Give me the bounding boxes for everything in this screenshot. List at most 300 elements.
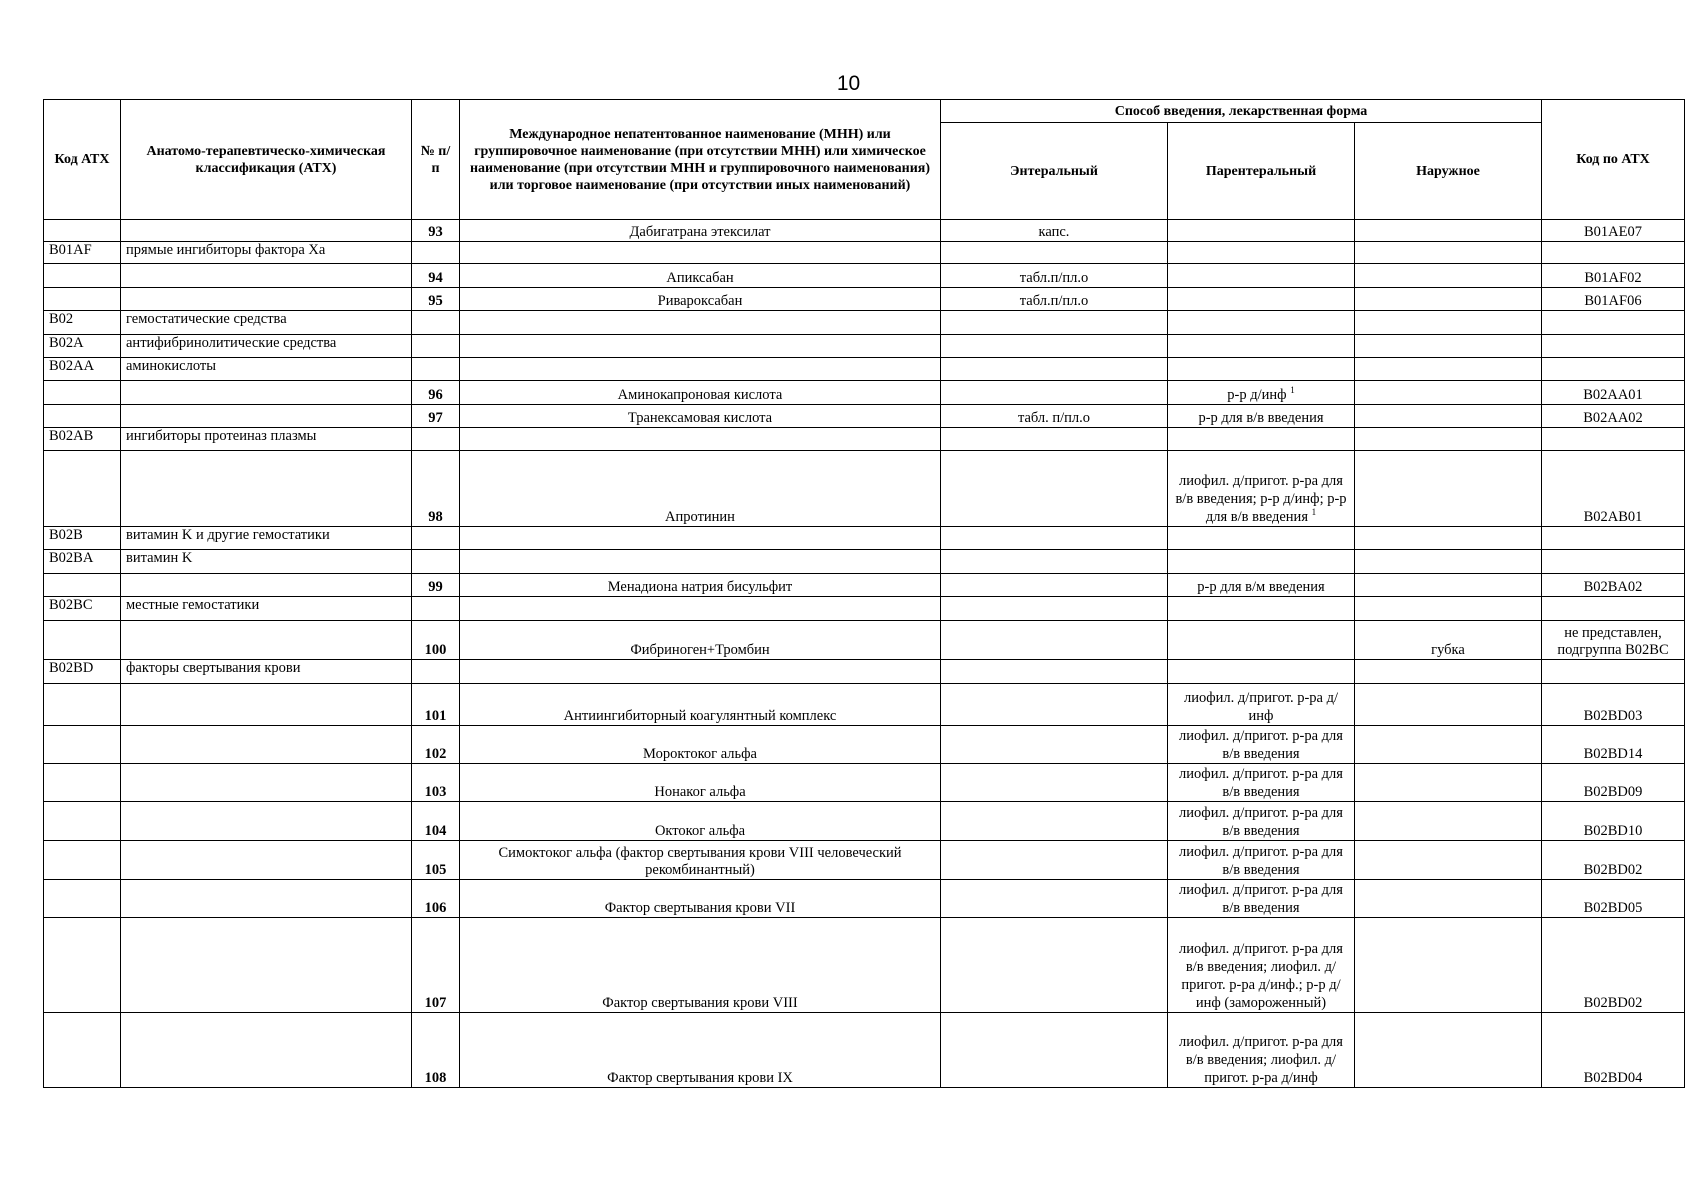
classification-cell	[121, 918, 412, 1013]
table-row	[44, 684, 1685, 726]
number-cell-text: 96	[428, 387, 443, 403]
parenteral-cell-text: лиофил. д/пригот. р-ра для в/в введения	[1179, 844, 1343, 878]
atx-code-by-cell	[1542, 802, 1685, 841]
table-body	[44, 220, 1685, 1088]
header-atx-code: Код АТХ	[44, 100, 121, 220]
drug-name-cell	[460, 597, 941, 621]
number-cell	[412, 880, 460, 918]
atx-code-by-cell-text: B02BD02	[1583, 862, 1643, 878]
drug-name-cell	[460, 428, 941, 451]
number-cell	[412, 335, 460, 358]
atx-code-by-cell	[1542, 311, 1685, 335]
external-cell	[1355, 660, 1542, 684]
parenteral-cell	[1168, 381, 1355, 405]
drug-name-cell-text: Транексамовая кислота	[627, 410, 773, 426]
parenteral-cell	[1168, 527, 1355, 550]
drug-name-cell-text: Фактор свертывания крови IX	[607, 1070, 793, 1086]
enteral-cell	[941, 405, 1168, 428]
classification-cell-text: гемостатические средства	[126, 311, 287, 327]
atx-code-by-cell-text: B02AA01	[1583, 387, 1643, 403]
classification-cell	[121, 841, 412, 880]
atx-code-cell	[44, 597, 121, 621]
parenteral-cell	[1168, 335, 1355, 358]
atx-code-by-cell-text: B01AE07	[1584, 224, 1642, 240]
drug-name-cell	[460, 764, 941, 802]
external-cell	[1355, 264, 1542, 288]
parenteral-cell	[1168, 288, 1355, 311]
number-cell	[412, 726, 460, 764]
atx-code-cell	[44, 381, 121, 405]
enteral-cell	[941, 288, 1168, 311]
header-atx-code-by: Код по АТХ	[1542, 100, 1685, 220]
drug-name-cell-text: Нонаког альфа	[654, 784, 746, 800]
atx-code-cell	[44, 918, 121, 1013]
atx-code-by-cell-text: B02BD02	[1583, 995, 1643, 1011]
drug-name-cell	[460, 335, 941, 358]
classification-cell	[121, 311, 412, 335]
number-cell-text: 104	[424, 823, 447, 839]
number-cell	[412, 451, 460, 527]
external-cell	[1355, 335, 1542, 358]
atx-code-by-cell	[1542, 684, 1685, 726]
atx-code-by-cell	[1542, 621, 1685, 660]
classification-cell	[121, 621, 412, 660]
drug-name-cell	[460, 726, 941, 764]
atx-code-by-cell	[1542, 660, 1685, 684]
number-cell-text: 101	[424, 708, 447, 724]
parenteral-cell	[1168, 802, 1355, 841]
enteral-cell	[941, 841, 1168, 880]
table-row	[44, 381, 1685, 405]
external-cell	[1355, 527, 1542, 550]
atx-code-cell-text: B01AF	[49, 242, 92, 258]
atx-code-by-cell-text: B02BD03	[1583, 708, 1643, 724]
drug-name-cell-text: Фактор свертывания крови VII	[604, 900, 796, 916]
number-cell	[412, 550, 460, 574]
table-row	[44, 764, 1685, 802]
atx-code-cell	[44, 264, 121, 288]
classification-cell	[121, 1013, 412, 1088]
atx-code-by-cell	[1542, 242, 1685, 264]
classification-cell	[121, 381, 412, 405]
parenteral-cell-text: лиофил. д/пригот. р-ра для в/в введения	[1179, 766, 1343, 800]
number-cell	[412, 841, 460, 880]
atx-code-by-cell	[1542, 597, 1685, 621]
number-cell	[412, 527, 460, 550]
number-cell-text: 98	[428, 509, 443, 525]
number-cell	[412, 918, 460, 1013]
external-cell	[1355, 597, 1542, 621]
external-cell	[1355, 405, 1542, 428]
drug-name-cell	[460, 451, 941, 527]
parenteral-cell	[1168, 764, 1355, 802]
atx-code-cell	[44, 220, 121, 242]
table-row	[44, 621, 1685, 660]
atx-code-cell-text: B02BA	[49, 550, 94, 566]
number-cell	[412, 1013, 460, 1088]
atx-code-cell	[44, 311, 121, 335]
classification-cell-text: местные гемостатики	[126, 597, 260, 613]
drug-name-cell	[460, 264, 941, 288]
drug-name-cell	[460, 220, 941, 242]
header-number: № п/п	[412, 100, 460, 220]
number-cell-text: 106	[424, 900, 447, 916]
external-cell	[1355, 1013, 1542, 1088]
drug-name-cell-text: Октоког альфа	[654, 823, 746, 839]
number-cell	[412, 621, 460, 660]
atx-code-by-cell	[1542, 527, 1685, 550]
atx-code-by-cell-text: B02BD10	[1583, 823, 1643, 839]
external-cell	[1355, 220, 1542, 242]
atx-code-cell	[44, 288, 121, 311]
table-row	[44, 405, 1685, 428]
enteral-cell	[941, 660, 1168, 684]
drug-name-cell	[460, 621, 941, 660]
atx-code-cell-text: B02	[49, 311, 74, 327]
classification-cell	[121, 726, 412, 764]
external-cell	[1355, 764, 1542, 802]
enteral-cell	[941, 597, 1168, 621]
atx-code-by-cell-text: B01AF06	[1584, 293, 1642, 309]
classification-cell	[121, 597, 412, 621]
drug-name-cell	[460, 358, 941, 381]
external-cell	[1355, 451, 1542, 527]
footnote-marker: 1	[1311, 507, 1317, 518]
table-row	[44, 726, 1685, 764]
parenteral-cell	[1168, 311, 1355, 335]
atx-code-cell	[44, 358, 121, 381]
atx-code-cell	[44, 1013, 121, 1088]
external-cell	[1355, 880, 1542, 918]
drug-name-cell-text: Аминокапроновая кислота	[617, 387, 783, 403]
number-cell-text: 93	[428, 224, 443, 240]
parenteral-cell	[1168, 621, 1355, 660]
parenteral-cell	[1168, 550, 1355, 574]
enteral-cell	[941, 428, 1168, 451]
atx-code-cell-text: B02BC	[49, 597, 93, 613]
parenteral-cell-text: лиофил. д/пригот. р-ра для в/в введения; р-р д/инф; р-р для в/в введения	[1175, 473, 1347, 525]
drug-name-cell-text: Симоктоког альфа (фактор свертывания крови VIII человеческий рекомбинантный)	[498, 845, 902, 878]
classification-cell	[121, 405, 412, 428]
number-cell-text: 95	[428, 293, 443, 309]
number-cell-text: 94	[428, 270, 443, 286]
number-cell	[412, 405, 460, 428]
header-enteral: Энтеральный	[941, 123, 1168, 220]
header-name: Международное непатентованное наименование (МНН) или группировочное наименование (при отсутствии МНН) или химическое наименование (при отсутствии МНН и группировочного наименования) или торговое наименование (при отсутствии иных наименований)	[460, 100, 941, 220]
enteral-cell-text: табл. п/пл.о	[1017, 410, 1091, 426]
table-row	[44, 335, 1685, 358]
table-row	[44, 550, 1685, 574]
classification-cell	[121, 764, 412, 802]
atx-code-by-cell	[1542, 1013, 1685, 1088]
drug-name-cell	[460, 880, 941, 918]
table-row	[44, 451, 1685, 527]
atx-code-by-cell-text: B02BD05	[1583, 900, 1643, 916]
external-cell	[1355, 574, 1542, 597]
parenteral-cell	[1168, 242, 1355, 264]
classification-cell-text: витамин K	[126, 550, 193, 566]
drug-name-cell-text: Менадиона натрия бисульфит	[607, 579, 793, 595]
parenteral-cell	[1168, 684, 1355, 726]
atx-code-by-cell	[1542, 880, 1685, 918]
atx-code-by-cell-text: B02AB01	[1583, 509, 1643, 525]
number-cell-text: 105	[424, 862, 447, 878]
enteral-cell	[941, 802, 1168, 841]
classification-cell	[121, 660, 412, 684]
parenteral-cell	[1168, 264, 1355, 288]
atx-code-cell	[44, 405, 121, 428]
enteral-cell	[941, 880, 1168, 918]
enteral-cell	[941, 621, 1168, 660]
drug-name-cell	[460, 405, 941, 428]
classification-cell-text: витамин K и другие гемостатики	[126, 527, 330, 543]
enteral-cell	[941, 335, 1168, 358]
drug-name-cell-text: Дабигатрана этексилат	[629, 224, 771, 240]
atx-code-by-cell-text: B02AA02	[1583, 410, 1643, 426]
number-cell	[412, 428, 460, 451]
enteral-cell-text: табл.п/пл.о	[1019, 293, 1089, 309]
number-cell	[412, 381, 460, 405]
number-cell-text: 99	[428, 579, 443, 595]
parenteral-cell-text: р-р для в/м введения	[1197, 579, 1325, 595]
classification-cell	[121, 880, 412, 918]
enteral-cell	[941, 381, 1168, 405]
drug-name-cell	[460, 381, 941, 405]
atx-code-cell	[44, 574, 121, 597]
parenteral-cell-text: лиофил. д/пригот. р-ра для в/в введения	[1179, 882, 1343, 916]
enteral-cell	[941, 311, 1168, 335]
parenteral-cell-text: лиофил. д/пригот. р-ра для в/в введения	[1179, 728, 1343, 762]
drug-name-cell	[460, 288, 941, 311]
parenteral-cell	[1168, 880, 1355, 918]
atx-code-by-cell-text: B02BD04	[1583, 1070, 1643, 1086]
external-cell	[1355, 242, 1542, 264]
parenteral-cell-text: р-р для в/в введения	[1198, 410, 1324, 426]
parenteral-cell	[1168, 574, 1355, 597]
drug-name-cell	[460, 918, 941, 1013]
table-row	[44, 311, 1685, 335]
table-row	[44, 1013, 1685, 1088]
number-cell	[412, 220, 460, 242]
classification-cell	[121, 428, 412, 451]
enteral-cell	[941, 527, 1168, 550]
enteral-cell	[941, 358, 1168, 381]
atx-code-cell-text: B02AB	[49, 428, 94, 444]
number-cell	[412, 660, 460, 684]
parenteral-cell	[1168, 1013, 1355, 1088]
parenteral-cell	[1168, 428, 1355, 451]
parenteral-cell	[1168, 405, 1355, 428]
atx-code-cell	[44, 764, 121, 802]
external-cell	[1355, 726, 1542, 764]
number-cell	[412, 684, 460, 726]
external-cell	[1355, 841, 1542, 880]
number-cell-text: 108	[424, 1070, 447, 1086]
header-external: Наружное	[1355, 123, 1542, 220]
number-cell-text: 107	[424, 995, 447, 1011]
enteral-cell	[941, 264, 1168, 288]
parenteral-cell-text: лиофил. д/пригот. р-ра для в/в введения	[1179, 805, 1343, 839]
classification-cell	[121, 684, 412, 726]
number-cell	[412, 264, 460, 288]
number-cell	[412, 574, 460, 597]
atx-code-by-cell	[1542, 841, 1685, 880]
external-cell	[1355, 802, 1542, 841]
external-cell	[1355, 550, 1542, 574]
classification-cell	[121, 527, 412, 550]
drug-name-cell	[460, 841, 941, 880]
atx-code-by-cell-text: не представлен, подгруппа B02BC	[1557, 625, 1669, 658]
external-cell	[1355, 621, 1542, 660]
classification-cell-text: ингибиторы протеиназ плазмы	[126, 428, 317, 444]
number-cell-text: 103	[424, 784, 447, 800]
atx-code-by-cell	[1542, 764, 1685, 802]
table-row	[44, 428, 1685, 451]
external-cell	[1355, 288, 1542, 311]
atx-code-cell	[44, 684, 121, 726]
enteral-cell	[941, 1013, 1168, 1088]
number-cell	[412, 802, 460, 841]
atx-code-cell	[44, 550, 121, 574]
atx-code-cell	[44, 527, 121, 550]
atx-code-by-cell	[1542, 428, 1685, 451]
parenteral-cell	[1168, 220, 1355, 242]
drug-name-cell	[460, 242, 941, 264]
table-row	[44, 841, 1685, 880]
atx-code-cell	[44, 802, 121, 841]
drug-name-cell-text: Апротинин	[665, 509, 735, 525]
external-cell	[1355, 684, 1542, 726]
atx-code-by-cell	[1542, 726, 1685, 764]
parenteral-cell	[1168, 660, 1355, 684]
table-row	[44, 264, 1685, 288]
classification-cell-text: прямые ингибиторы фактора Xa	[126, 242, 326, 258]
external-cell	[1355, 918, 1542, 1013]
classification-cell-text: аминокислоты	[126, 358, 216, 374]
drug-name-cell	[460, 550, 941, 574]
atx-code-cell	[44, 621, 121, 660]
external-cell	[1355, 358, 1542, 381]
header-classification: Анатомо-терапевтическо-химическая классификация (АТХ)	[121, 100, 412, 220]
header-parenteral: Парентеральный	[1168, 123, 1355, 220]
enteral-cell	[941, 726, 1168, 764]
atx-code-cell-text: B02AA	[49, 358, 95, 374]
parenteral-cell-text: лиофил. д/пригот. р-ра д/инф	[1184, 690, 1338, 724]
table-row	[44, 802, 1685, 841]
drug-name-cell-text: Фактор свертывания крови VIII	[602, 995, 798, 1011]
enteral-cell	[941, 220, 1168, 242]
enteral-cell	[941, 242, 1168, 264]
classification-cell	[121, 550, 412, 574]
atx-code-by-cell-text: B02BD09	[1583, 784, 1643, 800]
drug-name-cell-text: Антиингибиторный коагулянтный комплекс	[563, 708, 837, 724]
table-row	[44, 880, 1685, 918]
number-cell-text: 102	[424, 746, 447, 762]
enteral-cell	[941, 451, 1168, 527]
table-row	[44, 918, 1685, 1013]
number-cell-text: 100	[424, 642, 447, 658]
atx-code-by-cell-text: B01AF02	[1584, 270, 1642, 286]
number-cell	[412, 358, 460, 381]
atx-code-cell	[44, 335, 121, 358]
enteral-cell	[941, 918, 1168, 1013]
classification-cell-text: антифибринолитические средства	[126, 335, 337, 351]
atx-code-by-cell	[1542, 358, 1685, 381]
table-row	[44, 358, 1685, 381]
table-row	[44, 597, 1685, 621]
classification-cell	[121, 802, 412, 841]
atx-code-cell-text: B02A	[49, 335, 84, 351]
page-number: 10	[836, 72, 861, 95]
drug-name-cell-text: Ривароксабан	[657, 293, 743, 309]
atx-code-by-cell	[1542, 264, 1685, 288]
header-route-group: Способ введения, лекарственная форма	[941, 100, 1542, 123]
external-cell	[1355, 428, 1542, 451]
drug-name-cell	[460, 1013, 941, 1088]
number-cell	[412, 242, 460, 264]
classification-cell	[121, 220, 412, 242]
atx-code-cell	[44, 428, 121, 451]
drug-table	[43, 99, 1685, 1088]
footnote-marker: 1	[1290, 385, 1295, 396]
atx-code-by-cell	[1542, 451, 1685, 527]
number-cell	[412, 764, 460, 802]
drug-name-cell	[460, 574, 941, 597]
parenteral-cell	[1168, 597, 1355, 621]
atx-code-by-cell	[1542, 405, 1685, 428]
enteral-cell	[941, 574, 1168, 597]
enteral-cell-text: табл.п/пл.о	[1019, 270, 1089, 286]
drug-name-cell	[460, 660, 941, 684]
external-cell	[1355, 311, 1542, 335]
parenteral-cell	[1168, 918, 1355, 1013]
parenteral-cell	[1168, 451, 1355, 527]
table-row	[44, 242, 1685, 264]
atx-code-cell	[44, 451, 121, 527]
table-row	[44, 527, 1685, 550]
drug-name-cell	[460, 802, 941, 841]
enteral-cell	[941, 684, 1168, 726]
atx-code-by-cell	[1542, 550, 1685, 574]
atx-code-by-cell	[1542, 381, 1685, 405]
table-row	[44, 574, 1685, 597]
parenteral-cell-text: р-р д/инф	[1227, 387, 1287, 403]
parenteral-cell-text: лиофил. д/пригот. р-ра для в/в введения; лиофил. д/пригот. р-ра д/инф	[1179, 1034, 1343, 1086]
table-row	[44, 220, 1685, 242]
atx-code-by-cell	[1542, 220, 1685, 242]
table-row	[44, 660, 1685, 684]
atx-code-by-cell-text: B02BD14	[1583, 746, 1643, 762]
atx-code-cell	[44, 660, 121, 684]
atx-code-cell	[44, 880, 121, 918]
atx-code-by-cell	[1542, 335, 1685, 358]
drug-name-cell-text: Мороктоког альфа	[643, 746, 757, 762]
classification-cell	[121, 358, 412, 381]
atx-code-cell	[44, 841, 121, 880]
parenteral-cell	[1168, 841, 1355, 880]
drug-name-cell-text: Фибриноген+Тромбин	[630, 642, 770, 658]
drug-name-cell	[460, 311, 941, 335]
enteral-cell	[941, 764, 1168, 802]
enteral-cell	[941, 550, 1168, 574]
parenteral-cell	[1168, 358, 1355, 381]
atx-code-cell-text: B02BD	[49, 660, 94, 676]
atx-code-cell-text: B02B	[49, 527, 83, 543]
number-cell	[412, 311, 460, 335]
classification-cell	[121, 451, 412, 527]
atx-code-by-cell	[1542, 574, 1685, 597]
atx-code-by-cell	[1542, 918, 1685, 1013]
